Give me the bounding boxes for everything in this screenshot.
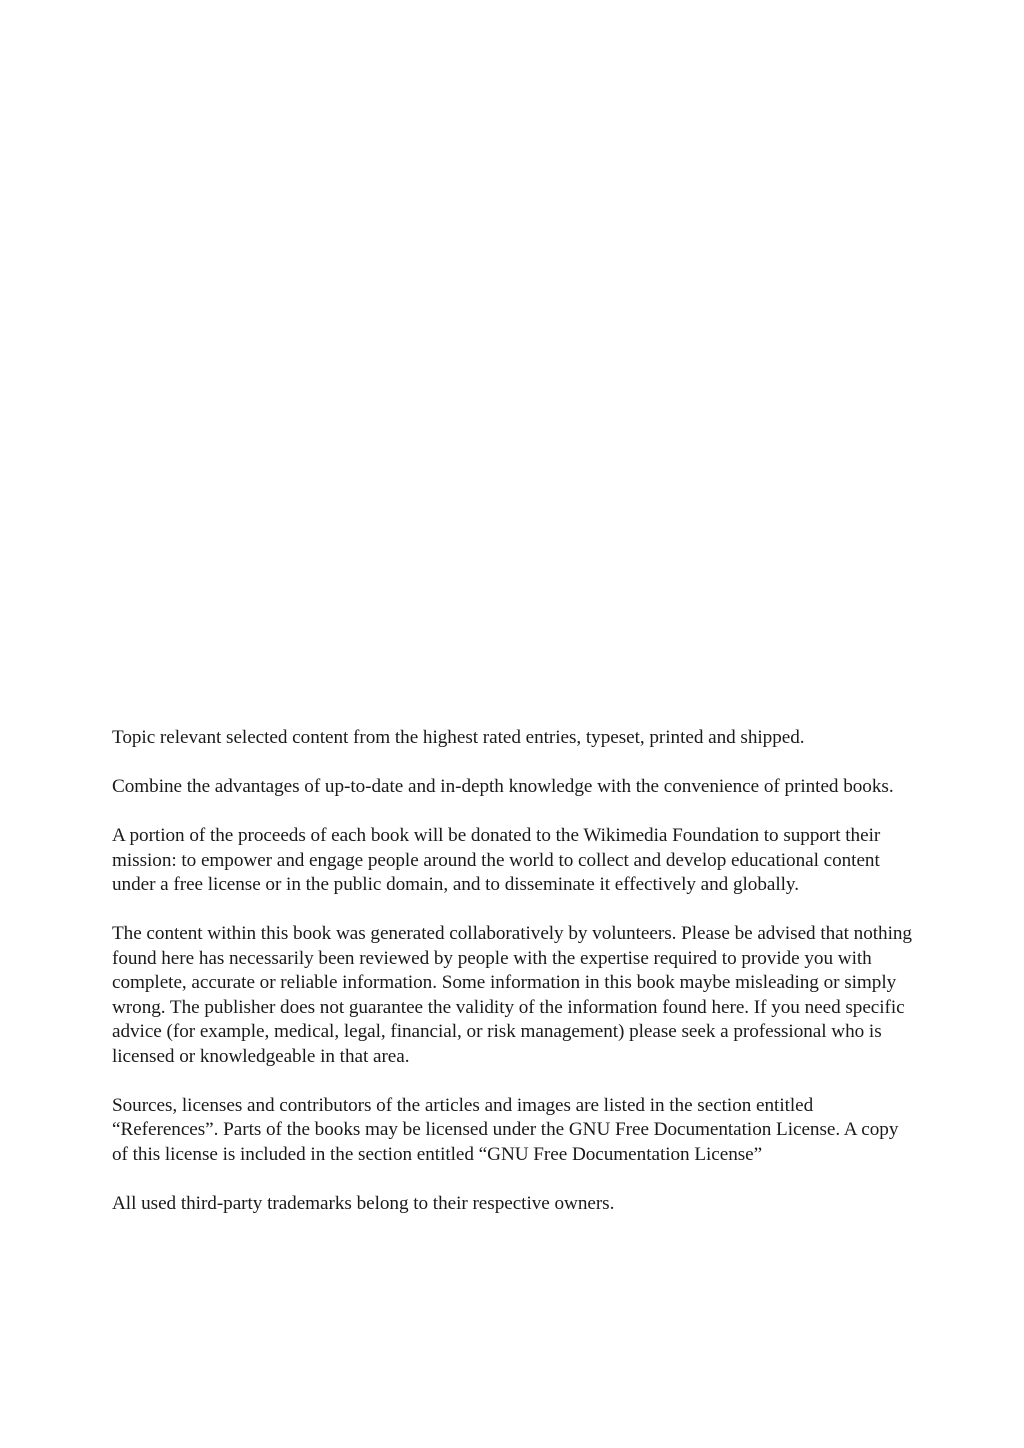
paragraph-trademarks: All used third-party trademarks belong to their respective owners. xyxy=(112,1192,615,1214)
paragraph-topic-content: Topic relevant selected content from the highest rated entries, typeset, printed and shipped. xyxy=(112,727,805,748)
paragraph-disclaimer: The content within this book was generated collaboratively by volunteers. Please be advised that nothing found here has necessarily been reviewed by people with the expertise required to provide you with complete, accurate or reliable information. Some information in this book maybe misleading or simply wrong. The publisher does not guarantee the validity of the information found here. If you need specific advice (for example, medical, legal, financial, or risk management) please seek a professional who is licensed or knowledgeable in that area. xyxy=(112,923,912,1067)
imprint-text-block xyxy=(112,726,912,1216)
paragraph-sources-licenses: Sources, licenses and contributors of the articles and images are listed in the section entitled “References”. Parts of the books may be licensed under the GNU Free Documentation License. A copy of this license is included in the section entitled “GNU Free Documentation License” xyxy=(112,1094,899,1165)
paragraph-combine-advantages: Combine the advantages of up-to-date and in-depth knowledge with the convenience of printed books. xyxy=(112,776,894,797)
paragraph-wikimedia-donation: A portion of the proceeds of each book will be donated to the Wikimedia Foundation to support their mission: to empower and engage people around the world to collect and develop educational content under a free license or in the public domain, and to disseminate it effectively and globally. xyxy=(112,825,881,895)
